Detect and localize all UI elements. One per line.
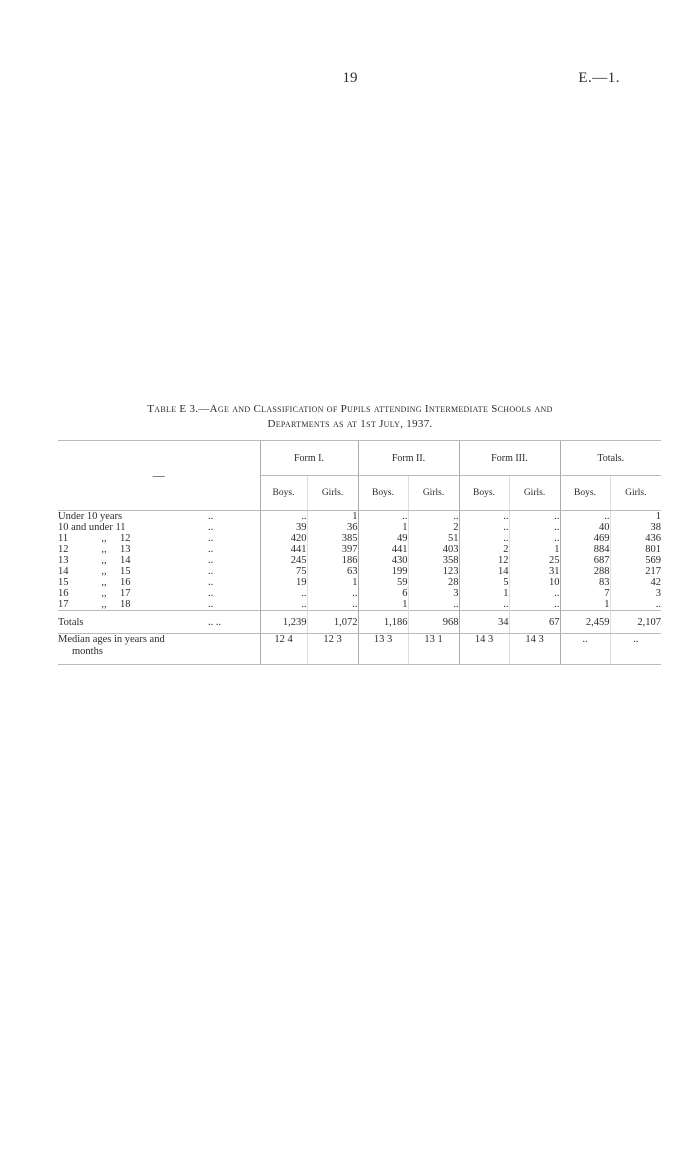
cell-all-boys: 687 <box>560 555 610 566</box>
table-row <box>58 566 661 577</box>
cell-all-girls: .. <box>610 599 661 611</box>
leader-dots: .. <box>208 533 214 544</box>
cell-form2-girls: 28 <box>408 577 459 588</box>
cell-form2-girls: .. <box>408 511 459 523</box>
age-to: 16 <box>120 577 131 588</box>
cell-form1-boys: .. <box>260 599 307 611</box>
age-from: 12 <box>58 544 69 555</box>
median-all-girls: .. <box>610 634 661 665</box>
ditto-mark: ,, <box>101 566 107 577</box>
cell-form1-boys: 75 <box>260 566 307 577</box>
row-age-label <box>58 544 208 555</box>
median-form3-girls: 14 3 <box>509 634 560 665</box>
cell-form2-boys: 199 <box>358 566 408 577</box>
stub-header: — <box>58 441 260 511</box>
row-age-label <box>58 599 208 611</box>
cell-all-girls: 436 <box>610 533 661 544</box>
cell-form3-girls: 1 <box>509 544 560 555</box>
table-row <box>58 588 661 599</box>
cell-all-boys: .. <box>560 511 610 523</box>
leader-dots: .. <box>208 555 214 566</box>
median-form2-boys: 13 3 <box>358 634 408 665</box>
subheader-form3-boys: Boys. <box>459 476 509 511</box>
caption-line-2: Departments as at 1st July, 1937. <box>267 418 433 430</box>
cell-all-boys: 1 <box>560 599 610 611</box>
median-form2-girls: 13 1 <box>408 634 459 665</box>
age-from: 14 <box>58 566 69 577</box>
cell-form3-boys: 14 <box>459 566 509 577</box>
cell-form1-girls: 63 <box>307 566 358 577</box>
cell-form1-girls: 397 <box>307 544 358 555</box>
totals-all-boys: 2,459 <box>560 611 610 634</box>
age-to: 17 <box>120 588 131 599</box>
cell-form1-boys: .. <box>260 511 307 523</box>
cell-form2-boys: 1 <box>358 522 408 533</box>
cell-form3-girls: .. <box>509 522 560 533</box>
table-body <box>58 511 661 611</box>
cell-all-girls: 1 <box>610 511 661 523</box>
totals-form3-boys: 34 <box>459 611 509 634</box>
age-to: 14 <box>120 555 131 566</box>
table-row <box>58 577 661 588</box>
subheader-form2-girls: Girls. <box>408 476 459 511</box>
ditto-mark: ,, <box>101 544 107 555</box>
cell-all-boys: 288 <box>560 566 610 577</box>
table-caption <box>60 402 640 432</box>
cell-all-girls: 217 <box>610 566 661 577</box>
leader-dots: .. <box>208 522 214 533</box>
subheader-form3-girls: Girls. <box>509 476 560 511</box>
totals-dots: .. .. <box>208 611 260 634</box>
series-code: E.—1. <box>578 70 620 86</box>
ditto-mark: ,, <box>101 577 107 588</box>
cell-form3-girls: .. <box>509 599 560 611</box>
cell-form2-girls: 358 <box>408 555 459 566</box>
cell-form1-girls: 36 <box>307 522 358 533</box>
age-from: 17 <box>58 599 69 610</box>
leader-dots: .. <box>208 544 214 555</box>
row-age-label <box>58 566 208 577</box>
cell-all-girls: 569 <box>610 555 661 566</box>
cell-all-girls: 38 <box>610 522 661 533</box>
cell-all-girls: 801 <box>610 544 661 555</box>
table-row <box>58 511 661 523</box>
totals-row <box>58 611 661 634</box>
cell-form3-boys: .. <box>459 599 509 611</box>
cell-form3-boys: 12 <box>459 555 509 566</box>
cell-form1-boys: .. <box>260 588 307 599</box>
median-ages-row <box>58 634 661 665</box>
table-row <box>58 599 661 611</box>
ditto-mark: ,, <box>101 533 107 544</box>
cell-form1-girls: 1 <box>307 577 358 588</box>
leader-dots: .. <box>208 588 214 599</box>
age-from: 11 <box>58 533 69 544</box>
cell-form3-boys: 1 <box>459 588 509 599</box>
age-to: 15 <box>120 566 131 577</box>
age-range-text: 10 and under 11 <box>58 522 126 533</box>
totals-label: Totals <box>58 611 208 634</box>
group-header-totals: Totals. <box>560 441 661 476</box>
age-range-text: Under 10 years <box>58 511 123 522</box>
cell-all-boys: 40 <box>560 522 610 533</box>
leader-dots: .. <box>208 599 214 610</box>
cell-form2-girls: 3 <box>408 588 459 599</box>
cell-form2-boys: 6 <box>358 588 408 599</box>
totals-form2-girls: 968 <box>408 611 459 634</box>
cell-form2-girls: 123 <box>408 566 459 577</box>
cell-form2-boys: 59 <box>358 577 408 588</box>
cell-all-boys: 884 <box>560 544 610 555</box>
cell-all-girls: 42 <box>610 577 661 588</box>
leader-dots: .. <box>208 577 214 588</box>
median-label <box>58 634 260 665</box>
totals-form3-girls: 67 <box>509 611 560 634</box>
subheader-form1-girls: Girls. <box>307 476 358 511</box>
row-age-label <box>58 555 208 566</box>
age-to: 18 <box>120 599 131 610</box>
age-from: 15 <box>58 577 69 588</box>
cell-form3-girls: 10 <box>509 577 560 588</box>
median-label-line-2: months <box>72 646 103 657</box>
cell-form1-girls: 385 <box>307 533 358 544</box>
age-to: 12 <box>120 533 131 544</box>
subheader-form1-boys: Boys. <box>260 476 307 511</box>
cell-form1-girls: .. <box>307 599 358 611</box>
row-age-label <box>58 577 208 588</box>
median-form1-boys: 12 4 <box>260 634 307 665</box>
row-age-label <box>58 533 208 544</box>
cell-form1-boys: 19 <box>260 577 307 588</box>
cell-form2-girls: .. <box>408 599 459 611</box>
cell-form3-boys: 5 <box>459 577 509 588</box>
table-row <box>58 522 661 533</box>
table-row <box>58 544 661 555</box>
cell-form3-girls: 25 <box>509 555 560 566</box>
cell-all-boys: 7 <box>560 588 610 599</box>
group-header-form-3: Form III. <box>459 441 560 476</box>
cell-form3-girls: .. <box>509 533 560 544</box>
cell-form3-girls: .. <box>509 588 560 599</box>
cell-all-boys: 469 <box>560 533 610 544</box>
group-header-row <box>58 441 661 476</box>
totals-form2-boys: 1,186 <box>358 611 408 634</box>
row-age-label <box>58 511 208 523</box>
row-age-label <box>58 588 208 599</box>
subheader-form2-boys: Boys. <box>358 476 408 511</box>
age-to: 13 <box>120 544 131 555</box>
group-header-form-1: Form I. <box>260 441 358 476</box>
cell-form2-boys: 1 <box>358 599 408 611</box>
ditto-mark: ,, <box>101 599 107 610</box>
cell-form2-boys: 430 <box>358 555 408 566</box>
cell-form3-boys: .. <box>459 511 509 523</box>
cell-form3-girls: 31 <box>509 566 560 577</box>
subheader-totals-girls: Girls. <box>610 476 661 511</box>
page-number: 19 <box>342 70 358 86</box>
age-from: 16 <box>58 588 69 599</box>
totals-form1-girls: 1,072 <box>307 611 358 634</box>
cell-all-boys: 83 <box>560 577 610 588</box>
cell-form2-boys: 49 <box>358 533 408 544</box>
cell-form1-boys: 420 <box>260 533 307 544</box>
median-label-line-1: Median ages in years and <box>58 634 165 645</box>
cell-form3-boys: .. <box>459 533 509 544</box>
cell-form1-boys: 245 <box>260 555 307 566</box>
cell-form1-boys: 39 <box>260 522 307 533</box>
cell-form3-boys: .. <box>459 522 509 533</box>
cell-form2-girls: 2 <box>408 522 459 533</box>
ditto-mark: ,, <box>101 555 107 566</box>
cell-form1-boys: 441 <box>260 544 307 555</box>
row-age-label <box>58 522 208 533</box>
cell-form2-boys: 441 <box>358 544 408 555</box>
age-classification-table <box>58 440 661 665</box>
cell-form3-girls: .. <box>509 511 560 523</box>
cell-form2-girls: 403 <box>408 544 459 555</box>
median-form3-boys: 14 3 <box>459 634 509 665</box>
group-header-form-2: Form II. <box>358 441 459 476</box>
ditto-mark: ,, <box>101 588 107 599</box>
cell-form2-girls: 51 <box>408 533 459 544</box>
table-row <box>58 533 661 544</box>
cell-form2-boys: .. <box>358 511 408 523</box>
cell-form1-girls: 186 <box>307 555 358 566</box>
age-from: 13 <box>58 555 69 566</box>
median-all-boys: .. <box>560 634 610 665</box>
cell-form1-girls: 1 <box>307 511 358 523</box>
subheader-totals-boys: Boys. <box>560 476 610 511</box>
cell-all-girls: 3 <box>610 588 661 599</box>
cell-form1-girls: .. <box>307 588 358 599</box>
table-row <box>58 555 661 566</box>
median-form1-girls: 12 3 <box>307 634 358 665</box>
caption-line-1: Table E 3.—Age and Classification of Pupils attending Intermediate Schools and <box>147 403 553 415</box>
totals-form1-boys: 1,239 <box>260 611 307 634</box>
leader-dots: .. <box>208 566 214 577</box>
totals-all-girls: 2,107 <box>610 611 661 634</box>
leader-dots: .. <box>208 511 214 522</box>
cell-form3-boys: 2 <box>459 544 509 555</box>
